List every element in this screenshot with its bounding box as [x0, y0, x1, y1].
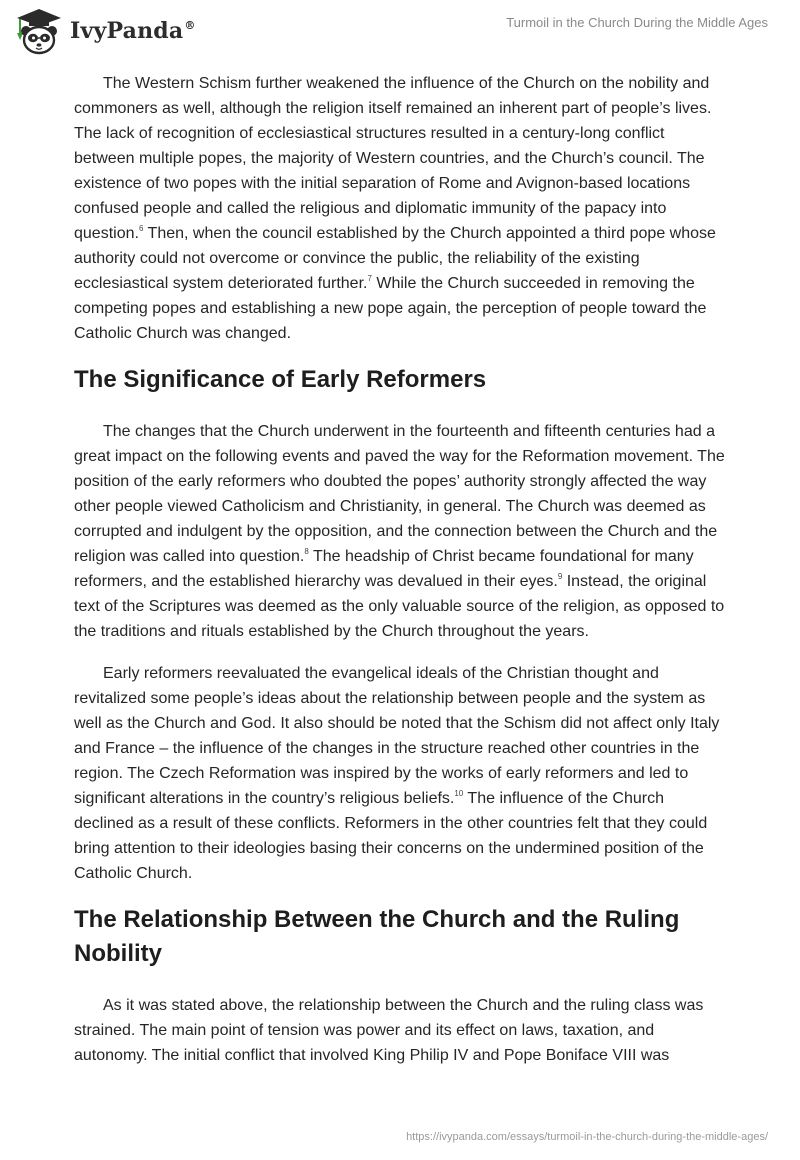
paragraph-western-schism: The Western Schism further weakened the influence of the Church on the nobility and commoners as well, although the religion itself remained an inherent part of people’s lives. The lack of recognition of ecclesiastical structures resulted in a century-long conflict between multiple popes, the majority of Western countries, and the Church’s council. The existence of two popes with the initial separation of Rome and Avignon-based locations confused people and called the religious and diplomatic immunity of the papacy into question.$^6$ Then, when the council established by the Church appointed a third pope whose authority could not overcome or convince the public, the reliability of the existing ecclesiastical system deteriorated further.$^7$ While the Church succeeded in removing the competing popes and establishing a new pope again, the perception of people toward the Catholic Church was changed.	[74, 75, 716, 342]
source-url[interactable]: https://ivypanda.com/essays/turmoil-in-the-church-during-the-middle-ages/	[406, 1131, 768, 1143]
ivypanda-logo[interactable]	[14, 7, 196, 55]
paragraph-changes: The changes that the Church underwent in the fourteenth and fifteenth centuries had a great impact on the following events and paved the way for the Reformation movement. The position of the early reformers who doubted the popes’ authority strongly affected the way other people viewed Catholicism and Christianity, in general. The Church was deemed as corrupted and indulgent by the opposition, and the connection between the Church and the religion was called into question.$^8$ The headship of Christ became foundational for many reformers, and the established hierarchy was devalued in their eyes.$^9$ Instead, the original text of the Scriptures was deemed as the only valuable source of the religion, as opposed to the traditions and rituals established by the Church throughout the years.	[74, 423, 725, 640]
paragraph-early-reformers: Early reformers reevaluated the evangelical ideals of the Christian thought and revitalized some people’s ideas about the relationship between people and the system as well as the Church and God. It also should be noted that the Schism did not affect only Italy and France – the influence of the changes in the structure reached other countries in the region. The Czech Reformation was inspired by the works of early reformers and led to significant alterations in the country’s religious beliefs.$^{10}$ The influence of the Church declined as a result of these conflicts. Reformers in the other countries felt that they could bring attention to their ideologies basing their concerns on the undermined position of the Catholic Church.	[74, 665, 720, 882]
footnote-ref[interactable]: 10	[454, 789, 464, 798]
section-heading-early-reformers: The Significance of Early Reformers	[74, 366, 487, 393]
page-header	[0, 0, 800, 64]
panda-graduate-icon	[14, 7, 64, 55]
section-heading-church-nobility: The Relationship Between the Church and the Ruling Nobility	[74, 906, 680, 967]
brand-name: IvyPanda®	[70, 18, 196, 44]
essay-body	[74, 71, 726, 1085]
document-title: Turmoil in the Church During the Middle Ages	[506, 15, 768, 30]
footnote-ref[interactable]: 7	[367, 274, 372, 283]
footnote-ref[interactable]: 8	[304, 547, 309, 556]
footnote-ref[interactable]: 9	[557, 572, 563, 581]
footnote-ref[interactable]: 6	[138, 224, 144, 233]
paragraph-relationship: As it was stated above, the relationship between the Church and the ruling class was strained. The main point of tension was power and its effect on laws, taxation, and autonomy. The initial conflict that involved King Philip IV and Pope Boniface VIII was	[74, 997, 704, 1064]
